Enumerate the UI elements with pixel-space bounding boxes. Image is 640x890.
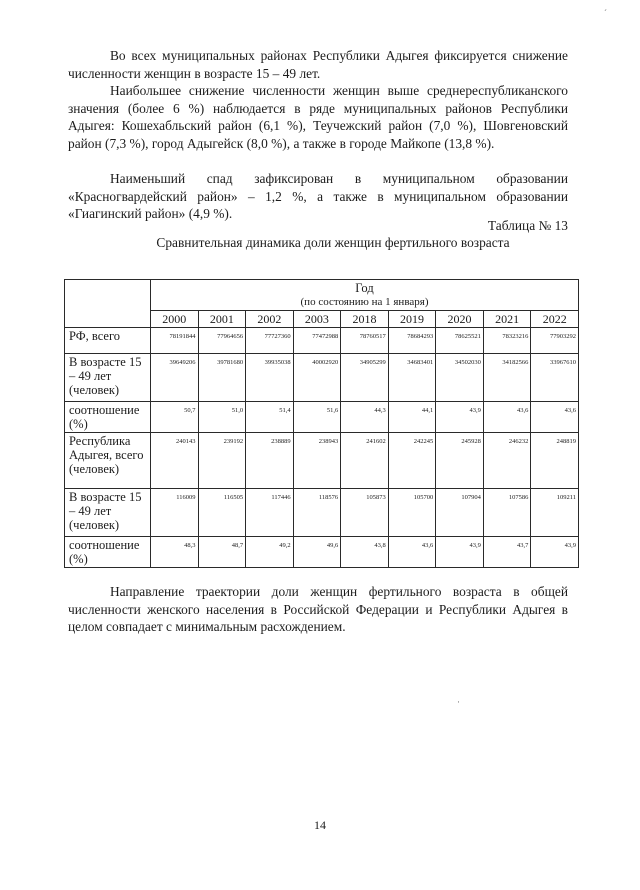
table-cell: 44,3	[341, 402, 389, 433]
table-cell: 43,6	[388, 537, 436, 568]
data-table	[64, 279, 579, 568]
table-cell: 109211	[531, 489, 579, 537]
table-cell: 34502030	[436, 354, 484, 402]
paragraph-4: Направление траектории доли женщин фертильного возраста в общей численности женского населения в Российской Федерации и Республики Адыгея в целом совпадает с минимальным расхождением.	[68, 584, 568, 634]
table-cell: 118576	[293, 489, 341, 537]
table-cell: 246232	[483, 433, 531, 489]
table-cell: 116505	[198, 489, 246, 537]
year-header-cell: 2021	[483, 311, 531, 328]
table-cell: 77472988	[293, 328, 341, 354]
table-cell: 245928	[436, 433, 484, 489]
table-cell: 43,9	[436, 402, 484, 433]
table-cell: 39781680	[198, 354, 246, 402]
table-cell: 238943	[293, 433, 341, 489]
table-cell: 50,7	[151, 402, 199, 433]
table-cell: 78191844	[151, 328, 199, 354]
year-header-cell: 2003	[293, 311, 341, 328]
table-cell: 51,4	[246, 402, 294, 433]
row-label: В возрасте 15 – 49 лет (человек)	[65, 489, 151, 537]
header-year-sublabel: (по состоянию на 1 января)	[300, 296, 429, 308]
table-cell: 238889	[246, 433, 294, 489]
table-cell: 34683401	[388, 354, 436, 402]
table-cell: 43,6	[531, 402, 579, 433]
table-cell: 116009	[151, 489, 199, 537]
paragraph-3: Наименьший спад зафиксирован в муниципальном образовании «Красногвардейский район» – 1,2 %, а также в муниципальном образовании «Гиагинский район» (4,9 %).	[68, 171, 568, 221]
table-cell: 48,3	[151, 537, 199, 568]
table-row	[65, 328, 579, 354]
table-cell: 39935038	[246, 354, 294, 402]
year-header-cell: 2001	[198, 311, 246, 328]
year-header-cell: 2002	[246, 311, 294, 328]
table-cell: 117446	[246, 489, 294, 537]
table-cell: 105700	[388, 489, 436, 537]
table-cell: 78323216	[483, 328, 531, 354]
table-cell: 51,6	[293, 402, 341, 433]
paragraph-2: Наибольшее снижение численности женщин выше среднереспубликанского значения (более 6 %) наблюдается в ряде муниципальных районов Республики Адыгея: Кошехабльский район (6,1 %), Теучежский район (7,0 %), Шовгеновский район (7,3 %), город Адыгейск (8,0 %), а также в городе Майкопе (13,8 %).	[68, 83, 568, 151]
table-cell: 77727360	[246, 328, 294, 354]
year-header-cell: 2019	[388, 311, 436, 328]
table-number: Таблица № 13	[487, 218, 568, 233]
year-header-cell: 2018	[341, 311, 389, 328]
table-cell: 40002920	[293, 354, 341, 402]
table-row	[65, 537, 579, 568]
paragraph-1: Во всех муниципальных районах Республики Адыгея фиксируется снижение численности женщин в возрасте 15 – 49 лет.	[68, 48, 568, 81]
year-header-cell: 2020	[436, 311, 484, 328]
table-cell: 43,8	[341, 537, 389, 568]
table-cell: 43,9	[436, 537, 484, 568]
table-cell: 78625521	[436, 328, 484, 354]
row-label: соотношение (%)	[65, 402, 151, 433]
table-row	[65, 402, 579, 433]
header-year-label: Год	[355, 281, 374, 295]
table-cell: 77964656	[198, 328, 246, 354]
table-cell: 51,0	[198, 402, 246, 433]
page-number: 14	[314, 818, 326, 832]
table-cell: 48,7	[198, 537, 246, 568]
row-label: Республика Адыгея, всего (человек)	[65, 433, 151, 489]
table-cell: 242245	[388, 433, 436, 489]
scan-mark: ´	[604, 8, 607, 18]
table-title: Сравнительная динамика доли женщин фертильного возраста	[156, 235, 510, 250]
table-cell: 105873	[341, 489, 389, 537]
scan-mark: ·	[457, 697, 460, 707]
table-cell: 39649206	[151, 354, 199, 402]
table-cell: 43,6	[483, 402, 531, 433]
table-cell: 33967610	[531, 354, 579, 402]
table-cell: 78760517	[341, 328, 389, 354]
row-label: В возрасте 15 – 49 лет (человек)	[65, 354, 151, 402]
year-header-cell: 2000	[151, 311, 199, 328]
table-cell: 107586	[483, 489, 531, 537]
table-cell: 43,7	[483, 537, 531, 568]
table-row	[65, 489, 579, 537]
table-cell: 78684293	[388, 328, 436, 354]
row-label: соотношение (%)	[65, 537, 151, 568]
year-header-cell: 2022	[531, 311, 579, 328]
table-cell: 43,9	[531, 537, 579, 568]
table-cell: 107904	[436, 489, 484, 537]
table-cell: 248819	[531, 433, 579, 489]
table-corner-cell	[65, 280, 151, 328]
table-cell: 49,2	[246, 537, 294, 568]
table-cell: 44,1	[388, 402, 436, 433]
table-cell: 34905299	[341, 354, 389, 402]
table-cell: 240143	[151, 433, 199, 489]
row-label: РФ, всего	[65, 328, 151, 354]
table-row	[65, 354, 579, 402]
table-cell: 241602	[341, 433, 389, 489]
table-cell: 239192	[198, 433, 246, 489]
table-header-year	[151, 280, 579, 311]
table-cell: 49,6	[293, 537, 341, 568]
table-cell: 34182566	[483, 354, 531, 402]
table-body	[65, 328, 579, 568]
table-row	[65, 433, 579, 489]
table-cell: 77903292	[531, 328, 579, 354]
